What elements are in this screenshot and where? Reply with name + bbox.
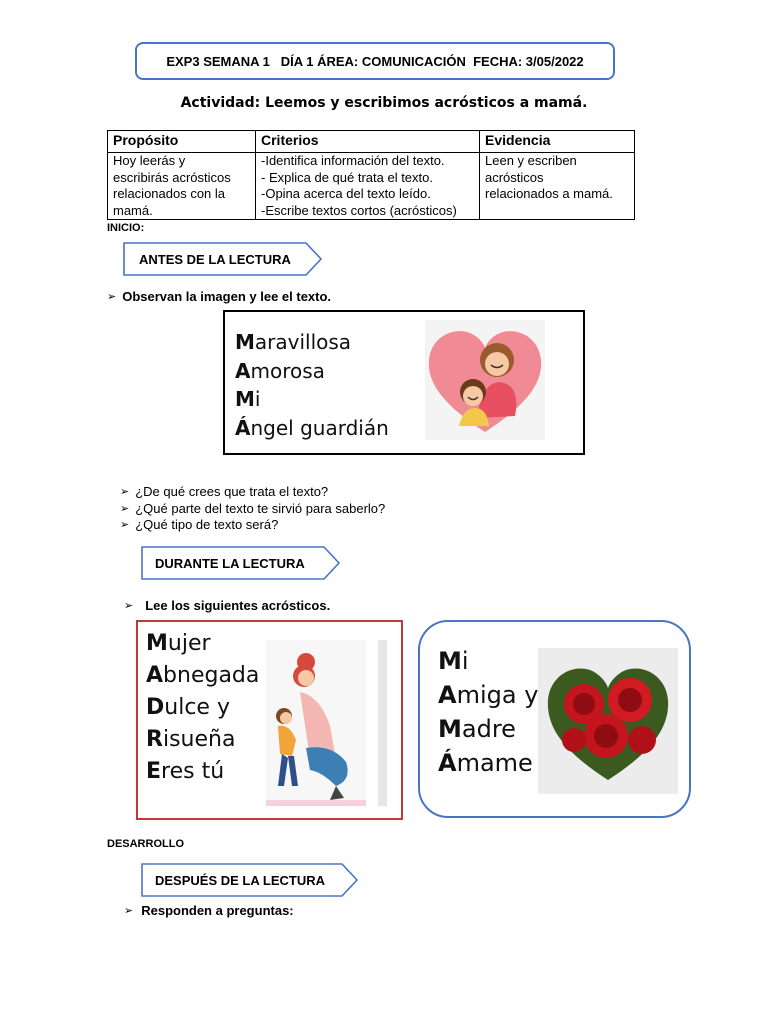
roses-heart-illustration: [538, 648, 678, 794]
banner-durante-label: DURANTE LA LECTURA: [155, 555, 305, 571]
list-item: ➢ ¿De qué crees que trata el texto?: [120, 484, 329, 499]
purpose-table: [107, 130, 635, 220]
acrostic-line: Ámame: [438, 749, 533, 777]
acrostic-box-1: [223, 310, 585, 455]
table-header-criterios: Criterios: [256, 131, 480, 153]
bullet-lee-text: Lee los siguientes acrósticos.: [145, 598, 331, 613]
banner-despues-lectura: [141, 863, 359, 897]
banner-durante-lectura: [141, 546, 341, 580]
arrow-bullet-icon: ➢: [124, 600, 134, 612]
table-header-proposito: Propósito: [108, 131, 256, 153]
acrostic-line: Mi: [438, 647, 469, 675]
list-item: ➢ ¿Qué parte del texto te sirvió para saberlo?: [120, 500, 386, 516]
banner-antes-lectura: [123, 242, 323, 276]
arrow-bullet-icon: ➢: [120, 519, 130, 531]
activity-title: Actividad: Leemos y escribimos acrósticos a mamá.: [180, 95, 588, 111]
table-header-evidencia: Evidencia: [480, 131, 635, 153]
bullet-lee: [124, 598, 330, 613]
acrostic-1-text: [235, 328, 389, 442]
arrow-bullet-icon: ➢: [107, 291, 117, 303]
banner-despues-label: DESPUÉS DE LA LECTURA: [155, 872, 325, 888]
acrostic-line: Madre: [438, 715, 516, 743]
banner-antes-label: ANTES DE LA LECTURA: [139, 251, 291, 267]
mother-hugging-child-illustration: [266, 640, 366, 806]
inicio-label: INICIO:: [107, 222, 145, 234]
acrostic-2-text: [146, 628, 259, 788]
header-title-box: [135, 42, 615, 80]
acrostic-line: Risueña: [146, 727, 236, 752]
question-list: [120, 484, 385, 534]
acrostic-line: Abnegada: [146, 663, 260, 688]
acrostic-line: Amiga y: [438, 681, 539, 709]
bullet-observan: [107, 289, 331, 304]
arrow-bullet-icon: ➢: [120, 486, 130, 498]
acrostic-line: Ángel guardián: [235, 415, 389, 440]
bullet-responden-text: Responden a preguntas:: [141, 903, 294, 918]
table-header-row: [108, 131, 635, 153]
acrostic-line: Mujer: [146, 631, 211, 656]
acrostic-box-2: [136, 620, 403, 820]
bullet-observan-text: Observan la imagen y lee el texto.: [122, 289, 332, 304]
acrostic-line: Mi: [235, 387, 261, 411]
acrostic-3-text: [438, 644, 538, 780]
acrostic-box-3: [418, 620, 691, 818]
acrostic-line: Dulce y: [146, 695, 230, 720]
table-cell-criterios: -Identifica información del texto. - Explica de qué trata el texto. -Opina acerca del texto leído. -Escribe textos cortos (acrósticos): [256, 153, 480, 220]
acrostic-line: Amorosa: [235, 358, 325, 383]
desarrollo-label: DESARROLLO: [107, 838, 184, 850]
decorative-strip: [378, 640, 387, 806]
heart-mother-child-illustration: [425, 320, 545, 440]
table-cell-proposito: Hoy leerás y escribirás acrósticos relacionados con la mamá.: [108, 153, 256, 220]
header-title: EXP3 SEMANA 1 DÍA 1 ÁREA: COMUNICACIÓN FECHA: 3/05/2022: [166, 53, 584, 69]
arrow-bullet-icon: ➢: [124, 905, 134, 917]
acrostic-line: Eres tú: [146, 759, 225, 784]
bullet-responden: [124, 903, 294, 918]
list-item: ➢ ¿Qué tipo de texto será?: [120, 517, 279, 532]
acrostic-line: Maravillosa: [235, 330, 352, 354]
table-row: [108, 153, 635, 220]
table-cell-evidencia: Leen y escriben acrósticos relacionados a mamá.: [480, 153, 635, 220]
arrow-bullet-icon: ➢: [120, 502, 130, 515]
